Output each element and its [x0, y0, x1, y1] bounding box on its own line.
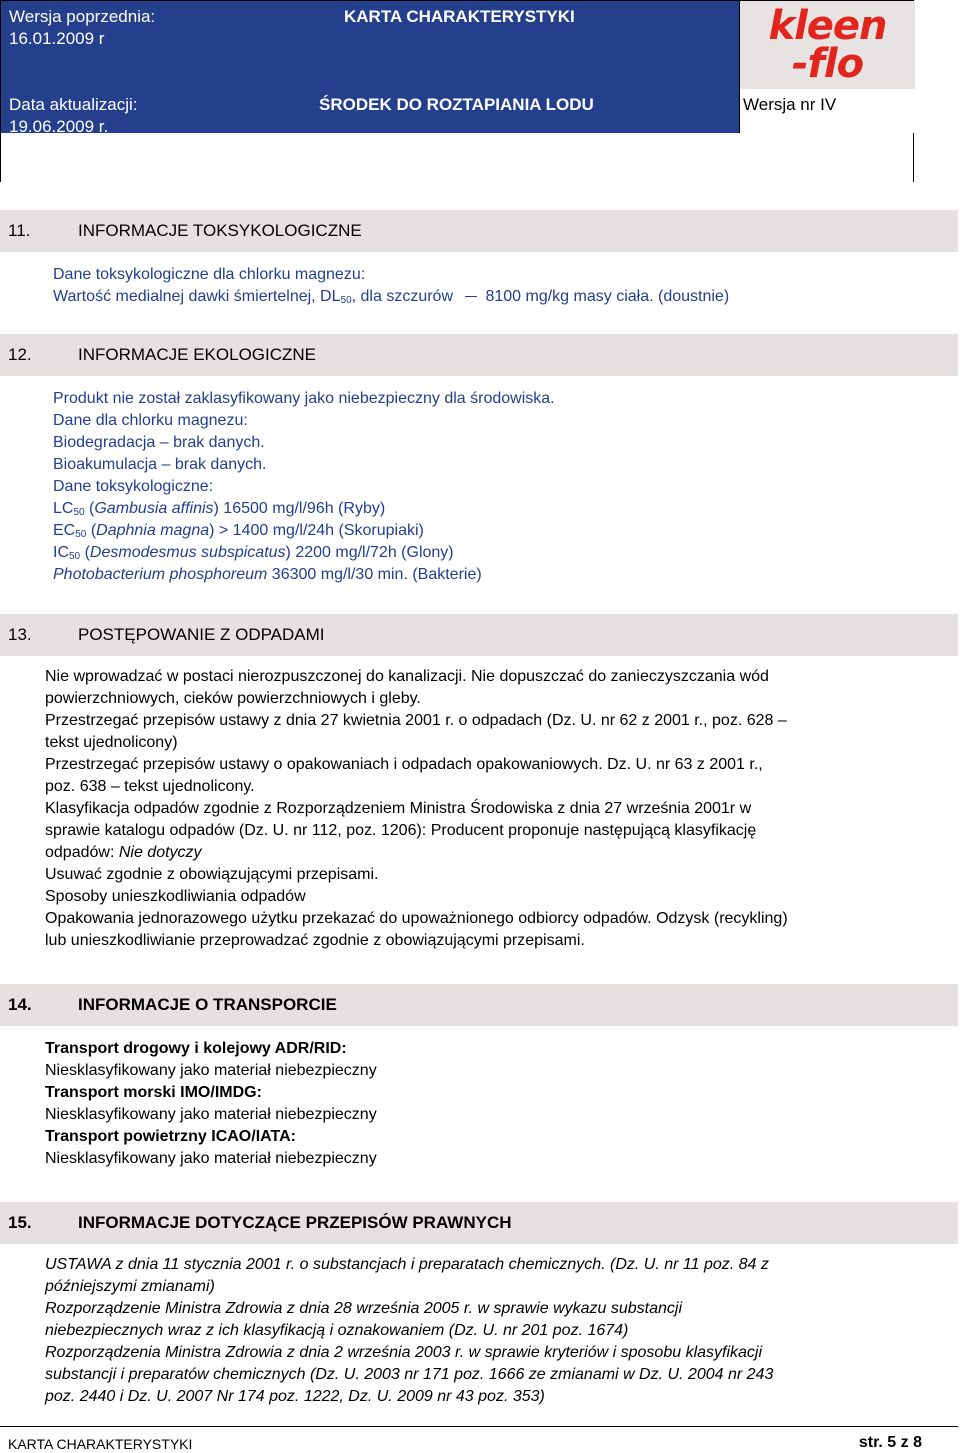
section-13-heading	[0, 614, 958, 656]
updated-label: Data aktualizacji:	[9, 95, 138, 114]
section-11-number: 11.	[8, 221, 31, 240]
section-15-heading	[0, 1202, 958, 1244]
section-15-title: INFORMACJE DOTYCZĄCE PRZEPISÓW PRAWNYCH	[78, 1213, 512, 1232]
s12-photobacterium	[53, 564, 482, 586]
updated-date: 19.06.2009 r.	[9, 117, 109, 136]
section-14-title: INFORMACJE O TRANSPORCIE	[78, 995, 337, 1014]
lc-label: LC	[53, 500, 74, 517]
ph-species: Photobacterium phosphoreum	[53, 566, 268, 583]
s11-ld50-rat: , dla szczurów	[351, 288, 454, 305]
lc-open: (	[89, 500, 95, 517]
dash-mark	[465, 296, 477, 297]
s14-sea-value: Niesklasyfikowany jako materiał niebezpieczny	[45, 1106, 377, 1123]
s13-line-3: Przestrzegać przepisów ustawy z dnia 27 kwietnia 2001 r. o odpadach (Dz. U. nr 62 z 2001 r., poz. 628 –	[45, 712, 787, 729]
footer-divider	[0, 1426, 958, 1427]
section-14-heading	[0, 984, 958, 1026]
ec-open: (	[90, 522, 97, 539]
s11-ld50-sub: 50	[340, 295, 352, 306]
section-14-number: 14.	[8, 995, 32, 1014]
ic-open: (	[84, 544, 90, 561]
lc-value: ) 16500 mg/l/96h (Ryby)	[213, 500, 386, 517]
s13-line-8: sprawie katalogu odpadów (Dz. U. nr 112, poz. 1206): Producent proponuje następującą klasyfikację	[45, 822, 757, 839]
s14-road-value: Niesklasyfikowany jako materiał niebezpieczny	[45, 1062, 377, 1079]
section-15-number: 15.	[8, 1213, 32, 1232]
section-13-title: POSTĘPOWANIE Z ODPADAMI	[78, 625, 325, 644]
compliance-line-2: Europejskiego i Rady z dnia 18 grudnia 2006 r. (REACH).	[9, 161, 442, 180]
ec-sub: 50	[75, 529, 87, 540]
s12-line-1: Produkt nie został zaklasyfikowany jako niebezpieczny dla środowiska.	[53, 390, 555, 407]
kleen-flo-logo	[739, 1, 915, 89]
doc-type-title: KARTA CHARAKTERYSTYKI	[344, 7, 575, 26]
prev-version-date: 16.01.2009 r	[9, 29, 105, 48]
section-12-heading	[0, 334, 958, 376]
ic-value: ) 2200 mg/l/72h (Glony)	[285, 544, 454, 561]
s13-line-2: powierzchniowych, cieków powierzchniowych i gleby.	[45, 690, 421, 707]
ic-sub: 50	[69, 551, 81, 562]
s14-air-heading: Transport powietrzny ICAO/IATA:	[45, 1128, 296, 1145]
section-11-title: INFORMACJE TOKSYKOLOGICZNE	[78, 221, 362, 240]
s13-waste-label: odpadów:	[45, 844, 119, 861]
s13-line-1: Nie wprowadzać w postaci nierozpuszczonej do kanalizacji. Nie dopuszczać do zanieczyszczania wód	[45, 668, 769, 685]
prev-version-label: Wersja poprzednia:	[9, 7, 156, 26]
document-header	[0, 0, 914, 182]
s13-line-4: tekst ujednolicony)	[45, 734, 178, 751]
section-12-title: INFORMACJE EKOLOGICZNE	[78, 345, 317, 364]
s11-ld50-value: 8100 mg/kg masy ciała. (doustnie)	[485, 288, 730, 305]
ph-value: 36300 mg/l/30 min. (Bakterie)	[267, 566, 482, 583]
s15-line-5: Rozporządzenia Ministra Zdrowia z dnia 2 września 2003 r. w sprawie kryteriów i sposobu klasyfikacji	[45, 1344, 763, 1361]
s13-line-13: lub unieszkodliwianie przeprowadzać zgodnie z obowiązującymi przepisami.	[45, 932, 585, 949]
ec-label: EC	[53, 522, 76, 539]
s13-line-11: Sposoby unieszkodliwiania odpadów	[45, 888, 306, 905]
s15-line-2: późniejszymi zmianami)	[45, 1278, 215, 1295]
lc-sub: 50	[73, 507, 85, 518]
s13-line-6: poz. 638 – tekst ujednolicony.	[45, 778, 255, 795]
s11-subheading: Dane toksykologiczne dla chlorku magnezu:	[53, 266, 366, 283]
lc-species: Gambusia affinis	[94, 500, 214, 517]
s12-line-2: Dane dla chlorku magnezu:	[53, 412, 248, 429]
s13-line-12: Opakowania jednorazowego użytku przekazać do upoważnionego odbiorcy odpadów. Odzysk (recykling)	[45, 910, 788, 927]
section-11-heading	[0, 210, 958, 252]
section-13-number: 13.	[8, 625, 32, 644]
ic-species: Desmodesmus subspicatus	[89, 544, 286, 561]
logo-text-flo: -flo	[791, 41, 864, 87]
footer-doc-type: KARTA CHARAKTERYSTYKI	[8, 1436, 193, 1452]
s15-line-6: substancji i preparatów chemicznych (Dz. U. 2003 nr 171 poz. 1666 ze zmianami w Dz. U. 2004 nr 243	[45, 1366, 774, 1383]
footer-page-number: str. 5 z 8	[858, 1434, 922, 1451]
s15-line-3: Rozporządzenie Ministra Zdrowia z dnia 28 września 2005 r. w sprawie wykazu substancji	[45, 1300, 683, 1317]
s15-line-4: niebezpiecznych wraz z ich klasyfikacją i oznakowaniem (Dz. U. nr 201 poz. 1674)	[45, 1322, 629, 1339]
ec-value: ) > 1400 mg/l/24h (Skorupiaki)	[209, 522, 424, 539]
s13-line-9	[45, 842, 202, 864]
s13-line-10: Usuwać zgodnie z obowiązującymi przepisami.	[45, 866, 379, 883]
product-name: ŚRODEK DO ROZTAPIANIA LODU	[319, 95, 594, 114]
s12-line-3: Biodegradacja – brak danych.	[53, 434, 265, 451]
s13-line-5: Przestrzegać przepisów ustawy o opakowaniach i odpadach opakowaniowych. Dz. U. nr 63 z 2001 r.,	[45, 756, 763, 773]
logo-text-kleen: kleen	[768, 3, 887, 49]
compliance-line-1: Karta charakterystyki zgodna z wymogami przepisów Rozporządzenia (WE) nr 1907/2006 Parlamentu	[9, 139, 777, 158]
version-number: Wersja nr IV	[743, 95, 837, 114]
ic-label: IC	[53, 544, 69, 561]
s13-waste-value: Nie dotyczy	[118, 844, 202, 861]
s12-line-5: Dane toksykologiczne:	[53, 478, 214, 495]
s15-line-1: USTAWA z dnia 11 stycznia 2001 r. o substancjach i preparatach chemicznych. (Dz. U. nr 11 poz. 84 z	[45, 1256, 769, 1273]
s15-line-7: poz. 2440 i Dz. U. 2007 Nr 174 poz. 1222, Dz. U. 2009 nr 43 poz. 353)	[45, 1388, 545, 1405]
s11-ld50-text: Wartość medialnej dawki śmiertelnej, DL	[53, 288, 341, 305]
s11-ld50-line	[53, 286, 729, 312]
s12-line-4: Bioakumulacja – brak danych.	[53, 456, 267, 473]
s14-road-heading: Transport drogowy i kolejowy ADR/RID:	[45, 1040, 347, 1057]
s14-air-value: Niesklasyfikowany jako materiał niebezpieczny	[45, 1150, 377, 1167]
section-12-number: 12.	[8, 345, 32, 364]
ec-species: Daphnia magna	[96, 522, 210, 539]
s14-sea-heading: Transport morski IMO/IMDG:	[45, 1084, 262, 1101]
s13-line-7: Klasyfikacja odpadów zgodnie z Rozporządzeniem Ministra Środowiska z dnia 27 września 2001r w	[45, 800, 752, 817]
